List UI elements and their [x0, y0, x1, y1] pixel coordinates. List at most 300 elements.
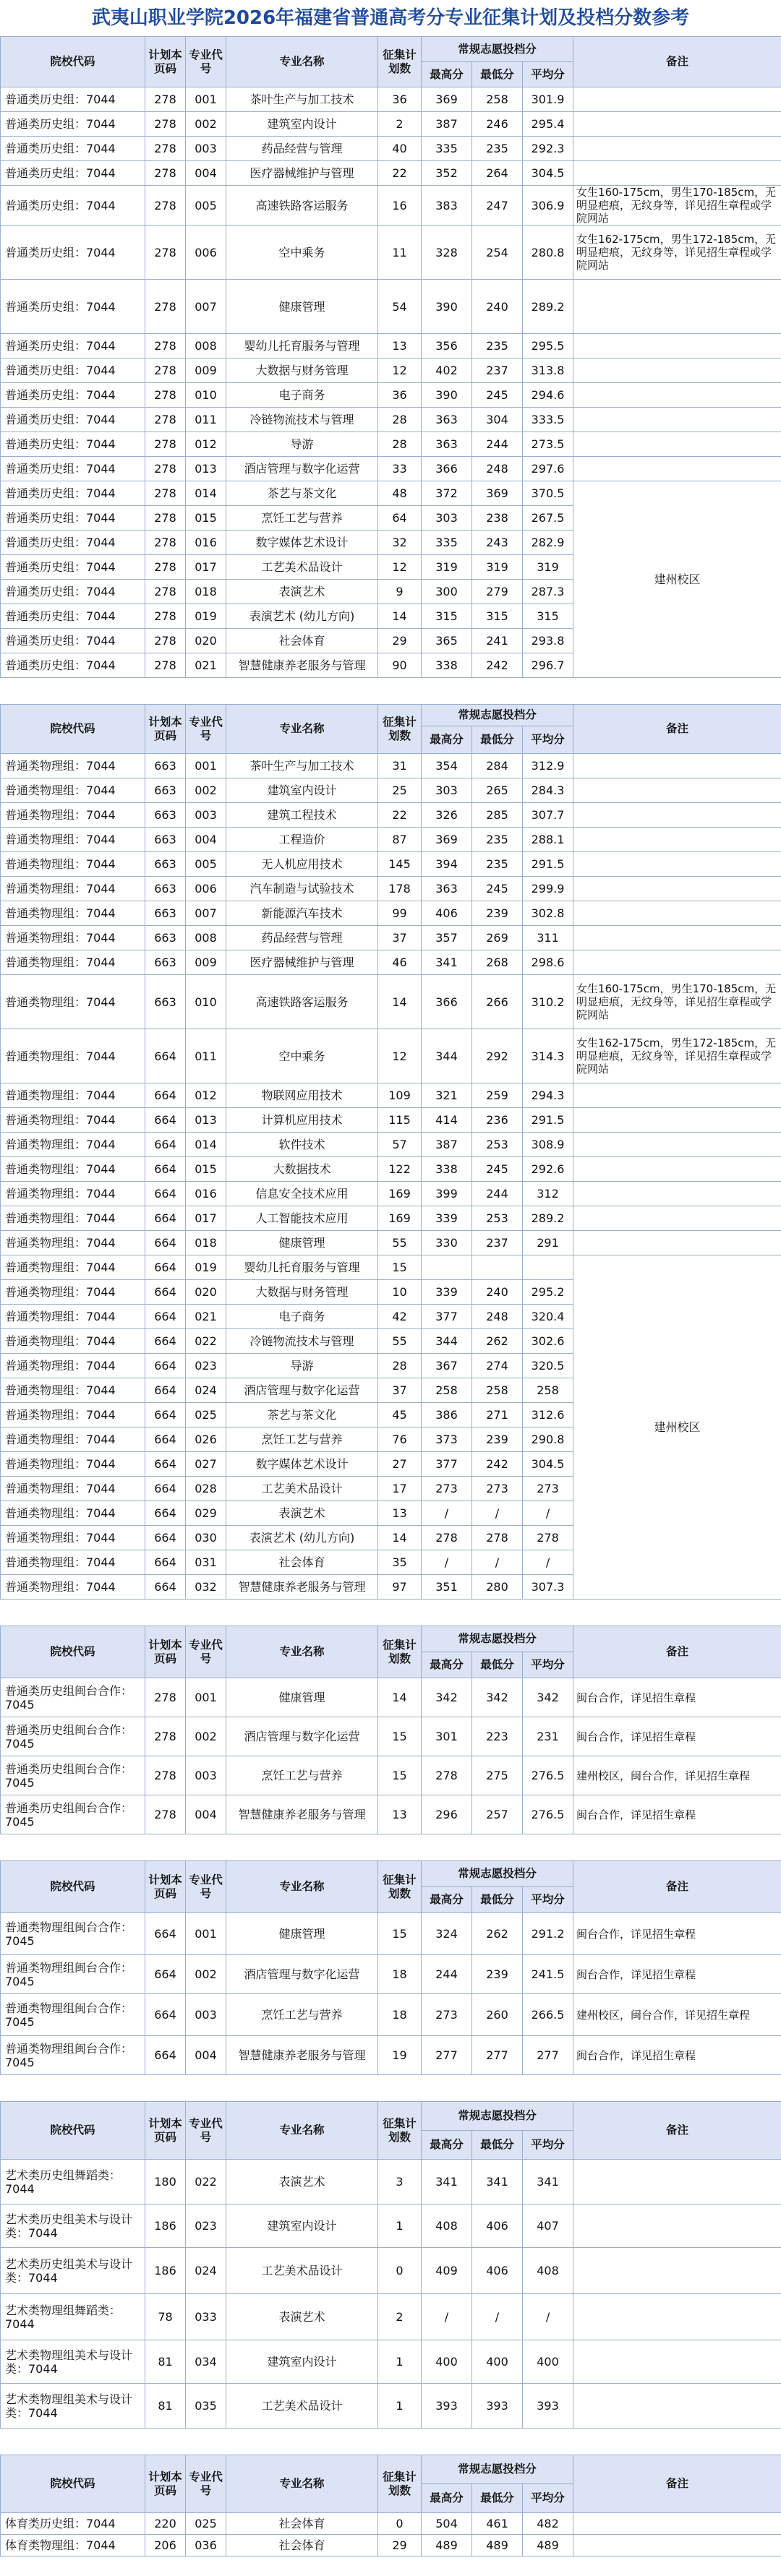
cell-quota: 1: [378, 2340, 422, 2384]
cell-avg: 299.9: [523, 877, 573, 901]
cell-code: 普通类物理组：7044: [1, 778, 145, 803]
cell-code: 普通类历史组：7044: [1, 506, 145, 531]
cell-plan: 664: [145, 1575, 186, 1600]
table-row: [1, 1206, 781, 1231]
cell-avg: 307.3: [523, 1575, 573, 1600]
cell-min: 461: [472, 2513, 523, 2535]
cell-plan: 664: [145, 1354, 186, 1378]
cell-min: 253: [472, 1206, 523, 1231]
table-row: [1, 457, 781, 481]
cell-plan: 664: [145, 2036, 186, 2075]
cell-max: 400: [422, 2340, 472, 2384]
cell-note: [573, 334, 781, 359]
cell-quota: 42: [378, 1305, 422, 1329]
cell-plan: 278: [145, 580, 186, 604]
table-row: [1, 137, 781, 161]
cell-code: 普通类物理组：7044: [1, 975, 145, 1029]
cell-major: 软件技术: [226, 1133, 378, 1157]
table-row: [1, 1717, 781, 1756]
cell-major-code: 003: [186, 803, 226, 828]
table-row: [1, 87, 781, 112]
table-row: [1, 161, 781, 186]
cell-code: 普通类物理组：7044: [1, 1427, 145, 1452]
cell-avg: 273.5: [523, 432, 573, 457]
cell-quota: 1: [378, 2384, 422, 2429]
cell-max: 369: [422, 87, 472, 112]
cell-note: [573, 2294, 781, 2340]
cell-min: 253: [472, 1133, 523, 1157]
cell-major-code: 002: [186, 1717, 226, 1756]
cell-plan: 278: [145, 1717, 186, 1756]
cell-min: 259: [472, 1083, 523, 1108]
cell-major-code: 003: [186, 1994, 226, 2036]
cell-quota: 2: [378, 2294, 422, 2340]
cell-major-code: 004: [186, 828, 226, 852]
cell-major-code: 023: [186, 1354, 226, 1378]
cell-major-code: 004: [186, 161, 226, 186]
cell-max: 367: [422, 1354, 472, 1378]
cell-note: [573, 901, 781, 926]
cell-avg: 304.5: [523, 1452, 573, 1477]
cell-max: 372: [422, 481, 472, 506]
header-row: [1, 2102, 781, 2131]
cell-note: [573, 280, 781, 334]
cell-note: [573, 432, 781, 457]
cell-quota: 145: [378, 852, 422, 877]
cell-avg: 258: [523, 1378, 573, 1403]
table-row: [1, 1157, 781, 1182]
cell-code: 普通类物理组闽台合作：7045: [1, 1913, 145, 1955]
score-table: [0, 1860, 781, 2075]
col-major-header: 专业名称: [226, 1626, 378, 1678]
col-note-header: 备注: [573, 37, 781, 87]
cell-plan: 664: [145, 1403, 186, 1427]
cell-major: 酒店管理与数字化运营: [226, 1955, 378, 1994]
cell-major: 表演艺术: [226, 2294, 378, 2340]
cell-min: 239: [472, 901, 523, 926]
cell-major-code: 020: [186, 1280, 226, 1305]
cell-avg: 291.5: [523, 852, 573, 877]
cell-code: 普通类物理组：7044: [1, 803, 145, 828]
cell-min: 247: [472, 186, 523, 226]
cell-plan: 663: [145, 828, 186, 852]
cell-min: 393: [472, 2384, 523, 2429]
cell-note: [573, 2513, 781, 2535]
cell-major-code: 010: [186, 383, 226, 408]
col-min-header: 最低分: [472, 1887, 523, 1913]
cell-major-code: 007: [186, 280, 226, 334]
cell-major-code: 001: [186, 754, 226, 778]
cell-plan: 664: [145, 1182, 186, 1206]
cell-major: 建筑室内设计: [226, 2204, 378, 2248]
cell-max: 315: [422, 604, 472, 629]
col-code-header: 院校代码: [1, 2102, 145, 2160]
cell-max: 369: [422, 828, 472, 852]
cell-min: 258: [472, 1378, 523, 1403]
cell-plan: 278: [145, 383, 186, 408]
cell-major-code: 006: [186, 877, 226, 901]
header-row: [1, 705, 781, 726]
cell-major: 冷链物流技术与管理: [226, 1329, 378, 1354]
table-row: [1, 1955, 781, 1994]
cell-code: 普通类历史组：7044: [1, 481, 145, 506]
cell-max: 300: [422, 580, 472, 604]
cell-major: 智慧健康养老服务与管理: [226, 2036, 378, 2075]
cell-code: 普通类历史组闽台合作：7045: [1, 1678, 145, 1717]
cell-major: 导游: [226, 432, 378, 457]
cell-max: 366: [422, 975, 472, 1029]
table-row: [1, 1108, 781, 1133]
cell-min: 245: [472, 1157, 523, 1182]
cell-major-code: 015: [186, 1157, 226, 1182]
cell-major-code: 035: [186, 2384, 226, 2429]
cell-code: 普通类历史组：7044: [1, 580, 145, 604]
cell-code: 普通类物理组：7044: [1, 1526, 145, 1550]
table-row: [1, 408, 781, 432]
col-plan-header: 计划本页码: [145, 1861, 186, 1913]
cell-quota: 99: [378, 901, 422, 926]
cell-min: 239: [472, 1955, 523, 1994]
cell-note: [573, 457, 781, 481]
cell-avg: 315: [523, 604, 573, 629]
cell-plan: 278: [145, 1756, 186, 1795]
cell-code: 普通类物理组闽台合作：7045: [1, 1955, 145, 1994]
cell-quota: 115: [378, 1108, 422, 1133]
cell-max: 387: [422, 112, 472, 137]
cell-max: 303: [422, 778, 472, 803]
cell-plan: 81: [145, 2384, 186, 2429]
col-max-header: 最高分: [422, 62, 472, 87]
col-quota-header: 征集计划数: [378, 2455, 422, 2513]
cell-min: 254: [472, 226, 523, 280]
cell-major: 婴幼儿托育服务与管理: [226, 1255, 378, 1280]
cell-min: 280: [472, 1575, 523, 1600]
cell-major: 表演艺术: [226, 580, 378, 604]
col-score-group-header: 常规志愿投档分: [422, 1626, 573, 1652]
cell-note: 女生160-175cm，男生170-185cm，无明显疤痕，无纹身等，详见招生章程或学院网站: [573, 186, 781, 226]
cell-note: [573, 1231, 781, 1255]
cell-max: 321: [422, 1083, 472, 1108]
cell-quota: 17: [378, 1477, 422, 1501]
cell-plan: 664: [145, 1255, 186, 1280]
cell-major-code: 032: [186, 1575, 226, 1600]
score-table: [0, 2455, 781, 2556]
score-table: [0, 2101, 781, 2429]
cell-avg: 310.2: [523, 975, 573, 1029]
cell-code: 普通类历史组：7044: [1, 555, 145, 580]
cell-max: 366: [422, 457, 472, 481]
cell-plan: 663: [145, 950, 186, 975]
cell-code: 普通类物理组：7044: [1, 926, 145, 950]
cell-note: 女生162-175cm，男生172-185cm，无明显疤痕，无纹身等，详见招生章程或学院网站: [573, 226, 781, 280]
cell-min: 260: [472, 1994, 523, 2036]
cell-avg: 370.5: [523, 481, 573, 506]
cell-max: 344: [422, 1029, 472, 1083]
cell-major: 社会体育: [226, 2513, 378, 2535]
cell-plan: 278: [145, 334, 186, 359]
cell-major-code: 015: [186, 506, 226, 531]
cell-max: 409: [422, 2248, 472, 2294]
cell-min: 278: [472, 1526, 523, 1550]
cell-major-code: 011: [186, 408, 226, 432]
cell-plan: 664: [145, 1913, 186, 1955]
cell-avg: 489: [523, 2535, 573, 2556]
cell-quota: 29: [378, 629, 422, 653]
cell-min: /: [472, 2294, 523, 2340]
cell-max: 390: [422, 383, 472, 408]
cell-avg: 290.8: [523, 1427, 573, 1452]
cell-quota: 45: [378, 1403, 422, 1427]
cell-quota: 64: [378, 506, 422, 531]
col-major-code-header: 专业代号: [186, 2455, 226, 2513]
cell-max: 339: [422, 1280, 472, 1305]
cell-min: 265: [472, 778, 523, 803]
col-avg-header: 平均分: [523, 2131, 573, 2160]
cell-code: 普通类物理组：7044: [1, 1305, 145, 1329]
table-row: [1, 1994, 781, 2036]
cell-plan: 278: [145, 1678, 186, 1717]
cell-avg: 231: [523, 1717, 573, 1756]
cell-max: 324: [422, 1913, 472, 1955]
cell-avg: 266.5: [523, 1994, 573, 2036]
table-row: [1, 1029, 781, 1083]
cell-avg: 302.8: [523, 901, 573, 926]
cell-min: 244: [472, 1182, 523, 1206]
cell-plan: 278: [145, 280, 186, 334]
cell-quota: 12: [378, 1029, 422, 1083]
cell-code: 普通类历史组：7044: [1, 226, 145, 280]
cell-min: 271: [472, 1403, 523, 1427]
cell-quota: 55: [378, 1329, 422, 1354]
cell-min: 342: [472, 1678, 523, 1717]
cell-major: 大数据技术: [226, 1157, 378, 1182]
cell-code: 普通类历史组：7044: [1, 432, 145, 457]
cell-major-code: 003: [186, 1756, 226, 1795]
cell-plan: 278: [145, 408, 186, 432]
cell-max: 408: [422, 2204, 472, 2248]
cell-quota: 12: [378, 555, 422, 580]
cell-quota: 36: [378, 383, 422, 408]
cell-avg: 288.1: [523, 828, 573, 852]
cell-quota: 55: [378, 1231, 422, 1255]
table-row: [1, 186, 781, 226]
cell-note: [573, 2535, 781, 2556]
cell-note: [573, 1108, 781, 1133]
cell-min: 275: [472, 1756, 523, 1795]
cell-note: [573, 1182, 781, 1206]
cell-quota: 28: [378, 1354, 422, 1378]
cell-major: 表演艺术 (幼儿方向): [226, 604, 378, 629]
cell-quota: 87: [378, 828, 422, 852]
cell-quota: 14: [378, 975, 422, 1029]
cell-min: 315: [472, 604, 523, 629]
cell-min: 244: [472, 432, 523, 457]
cell-major-code: 004: [186, 2036, 226, 2075]
cell-code: 普通类物理组：7044: [1, 1477, 145, 1501]
table-section-s5: [0, 2101, 781, 2429]
cell-avg: 241.5: [523, 1955, 573, 1994]
cell-note: [573, 803, 781, 828]
col-max-header: 最高分: [422, 726, 472, 754]
cell-quota: 10: [378, 1280, 422, 1305]
table-section-s2: [0, 704, 781, 1600]
cell-major-code: 022: [186, 2160, 226, 2204]
cell-min: 242: [472, 1452, 523, 1477]
cell-max: 504: [422, 2513, 472, 2535]
cell-code: 普通类历史组：7044: [1, 408, 145, 432]
cell-avg: 292.3: [523, 137, 573, 161]
cell-major-code: 001: [186, 1678, 226, 1717]
cell-major-code: 001: [186, 1913, 226, 1955]
table-row: [1, 852, 781, 877]
cell-code: 普通类历史组：7044: [1, 137, 145, 161]
table-row: [1, 2160, 781, 2204]
cell-avg: 295.5: [523, 334, 573, 359]
table-section-s6: [0, 2455, 781, 2556]
cell-major-code: 025: [186, 2513, 226, 2535]
table-row: [1, 828, 781, 852]
cell-major: 茶叶生产与加工技术: [226, 87, 378, 112]
cell-avg: 295.2: [523, 1280, 573, 1305]
header-row: [1, 37, 781, 62]
cell-note: 闽台合作，详见招生章程: [573, 1913, 781, 1955]
cell-quota: 109: [378, 1083, 422, 1108]
cell-max: 339: [422, 1206, 472, 1231]
cell-note: [573, 778, 781, 803]
cell-max: 351: [422, 1575, 472, 1600]
cell-major-code: 012: [186, 432, 226, 457]
cell-min: 489: [472, 2535, 523, 2556]
cell-quota: 22: [378, 161, 422, 186]
cell-plan: 664: [145, 1526, 186, 1550]
cell-code: 普通类物理组：7044: [1, 1182, 145, 1206]
cell-avg: 312.6: [523, 1403, 573, 1427]
cell-code: 普通类物理组：7044: [1, 950, 145, 975]
score-table: [0, 1626, 781, 1834]
table-row: [1, 2036, 781, 2075]
cell-code: 普通类物理组：7044: [1, 877, 145, 901]
table-row: [1, 901, 781, 926]
cell-major: 物联网应用技术: [226, 1083, 378, 1108]
cell-avg: 289.2: [523, 1206, 573, 1231]
cell-major: 计算机应用技术: [226, 1108, 378, 1133]
cell-avg: 284.3: [523, 778, 573, 803]
cell-plan: 663: [145, 852, 186, 877]
cell-avg: 297.6: [523, 457, 573, 481]
cell-min: 257: [472, 1795, 523, 1834]
col-plan-header: 计划本页码: [145, 705, 186, 754]
cell-code: 普通类历史组：7044: [1, 186, 145, 226]
score-table: [0, 704, 781, 1600]
cell-major-code: 028: [186, 1477, 226, 1501]
cell-plan: 278: [145, 137, 186, 161]
cell-avg: 342: [523, 1678, 573, 1717]
cell-max: 342: [422, 1678, 472, 1717]
cell-major-code: 029: [186, 1501, 226, 1526]
cell-major-code: 010: [186, 975, 226, 1029]
cell-quota: 13: [378, 1501, 422, 1526]
table-row: [1, 1255, 781, 1280]
cell-major-code: 002: [186, 112, 226, 137]
cell-note: [573, 852, 781, 877]
cell-major: 冷链物流技术与管理: [226, 408, 378, 432]
cell-code: 艺术类历史组舞蹈类：7044: [1, 2160, 145, 2204]
cell-major: 智慧健康养老服务与管理: [226, 1795, 378, 1834]
col-plan-header: 计划本页码: [145, 2455, 186, 2513]
cell-avg: 294.3: [523, 1083, 573, 1108]
cell-min: 243: [472, 531, 523, 555]
cell-note: [573, 926, 781, 950]
cell-major-code: 019: [186, 1255, 226, 1280]
cell-code: 普通类物理组：7044: [1, 1231, 145, 1255]
cell-max: 377: [422, 1305, 472, 1329]
table-row: [1, 778, 781, 803]
cell-major: 大数据与财务管理: [226, 359, 378, 383]
cell-major: 酒店管理与数字化运营: [226, 457, 378, 481]
cell-code: 艺术类物理组美术与设计类：7044: [1, 2384, 145, 2429]
cell-major: 工艺美术品设计: [226, 2384, 378, 2429]
table-section-s4: [0, 1860, 781, 2075]
table-row: [1, 877, 781, 901]
table-row: [1, 1913, 781, 1955]
cell-major-code: 019: [186, 604, 226, 629]
col-major-header: 专业名称: [226, 2102, 378, 2160]
cell-plan: 278: [145, 653, 186, 678]
cell-avg: 278: [523, 1526, 573, 1550]
cell-major: 工艺美术品设计: [226, 1477, 378, 1501]
cell-max: /: [422, 1550, 472, 1575]
table-section-s3: [0, 1626, 781, 1834]
cell-max: 357: [422, 926, 472, 950]
col-quota-header: 征集计划数: [378, 1861, 422, 1913]
cell-avg: 393: [523, 2384, 573, 2429]
cell-major-code: 016: [186, 1182, 226, 1206]
cell-major-code: 021: [186, 653, 226, 678]
cell-major-code: 002: [186, 1955, 226, 1994]
cell-max: 393: [422, 2384, 472, 2429]
cell-min: [472, 1255, 523, 1280]
cell-major-code: 033: [186, 2294, 226, 2340]
col-quota-header: 征集计划数: [378, 705, 422, 754]
cell-major: 健康管理: [226, 1231, 378, 1255]
cell-major-code: 022: [186, 1329, 226, 1354]
cell-avg: 311: [523, 926, 573, 950]
cell-major: 导游: [226, 1354, 378, 1378]
cell-note: [573, 1083, 781, 1108]
cell-max: 383: [422, 186, 472, 226]
cell-plan: 220: [145, 2513, 186, 2535]
cell-avg: 273: [523, 1477, 573, 1501]
cell-code: 普通类物理组：7044: [1, 1550, 145, 1575]
cell-code: 艺术类物理组舞蹈类：7044: [1, 2294, 145, 2340]
cell-plan: 664: [145, 1994, 186, 2036]
cell-quota: 37: [378, 926, 422, 950]
cell-plan: 278: [145, 112, 186, 137]
col-note-header: 备注: [573, 1626, 781, 1678]
cell-plan: 664: [145, 1378, 186, 1403]
col-min-header: 最低分: [472, 1652, 523, 1678]
cell-max: 387: [422, 1133, 472, 1157]
cell-min: /: [472, 1501, 523, 1526]
cell-code: 普通类物理组：7044: [1, 901, 145, 926]
cell-note: [573, 383, 781, 408]
cell-plan: 278: [145, 481, 186, 506]
col-major-code-header: 专业代号: [186, 1861, 226, 1913]
cell-code: 普通类物理组：7044: [1, 1575, 145, 1600]
cell-quota: 14: [378, 1526, 422, 1550]
cell-quota: 32: [378, 531, 422, 555]
cell-note: [573, 2340, 781, 2384]
